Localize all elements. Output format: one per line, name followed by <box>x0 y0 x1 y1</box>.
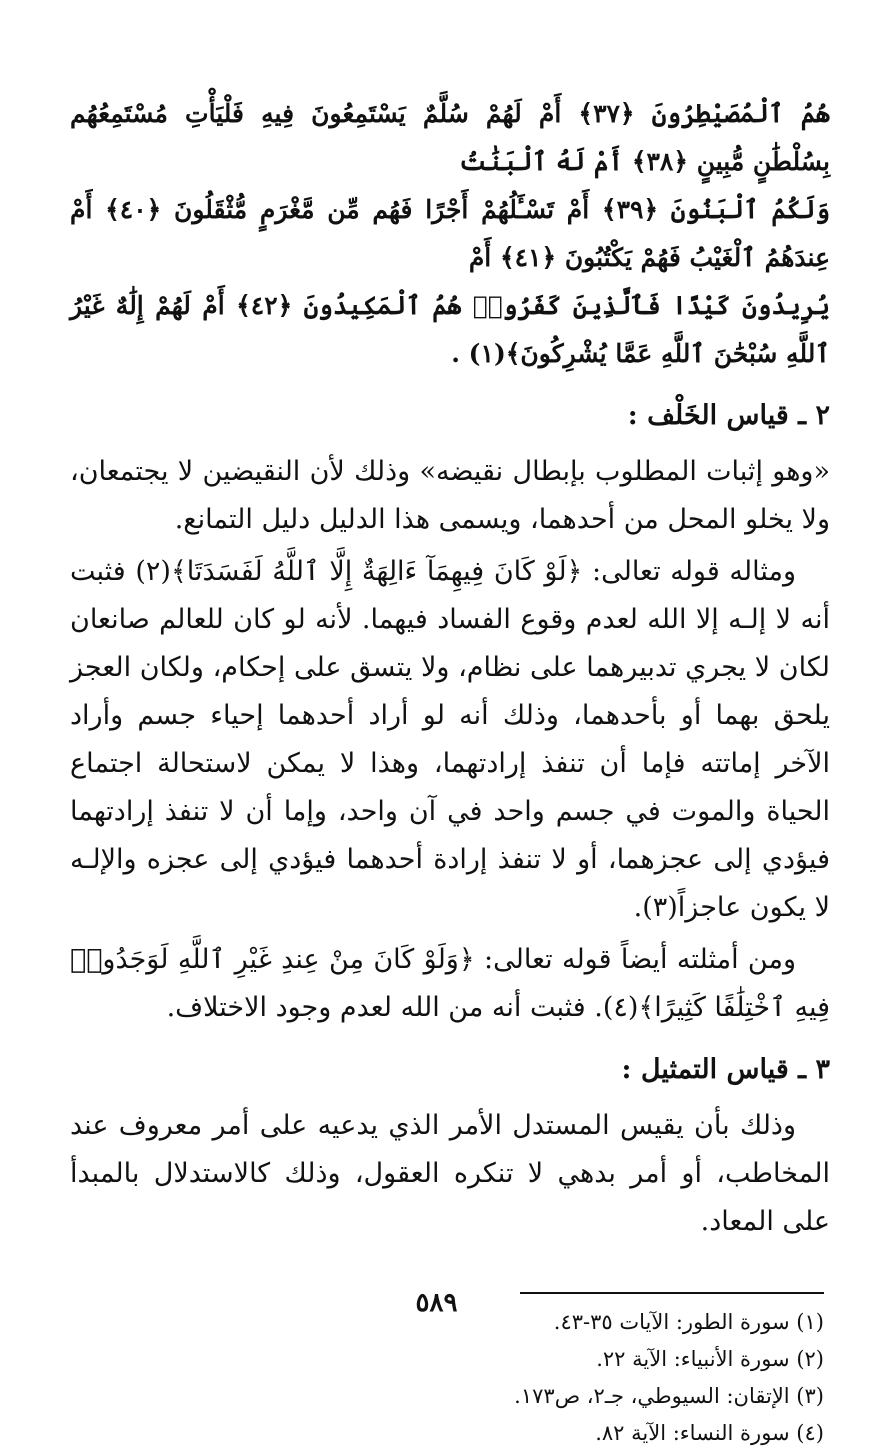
footnote-4: (٤) سورة النساء: الآية ٨٢. <box>595 1421 824 1445</box>
footnote-3: (٣) الإتقان: السيوطي، جـ٢، ص١٧٣. <box>514 1384 824 1408</box>
section-3-paragraph-1: وذلك بأن يقيس المستدل الأمر الذي يدعيه على أمر معروف عند المخاطب، أو أمر بدهي لا تنكره العقول، وذلك كالاستدلال بالمبدأ على المعاد. <box>70 1110 830 1237</box>
footnote-1: (١) سورة الطور: الآيات ٣٥-٤٣. <box>553 1310 824 1334</box>
section-3-heading: ٣ ـ قياس التمثيل : <box>621 1054 830 1085</box>
section-2-heading: ٢ ـ قياس الخَلْف : <box>627 400 830 431</box>
quran-line: يُرِيدُونَ كَيْدًا فَٱلَّذِينَ كَفَرُوا۟ هُمُ ٱلْمَكِيدُونَ ﴿٤٢﴾ أَمْ لَهُمْ إِلَٰهٌ غَيْرُ ٱللَّهِ سُبْحَٰنَ ٱللَّهِ عَمَّا يُشْرِكُونَ﴾(١) . <box>70 291 831 368</box>
quran-excerpt <box>70 90 830 378</box>
page-body <box>70 90 830 1452</box>
section-2-paragraph-2: ومثاله قوله تعالى: ﴿لَوْ كَانَ فِيهِمَآ ءَالِهَةٌ إِلَّا ٱللَّهُ لَفَسَدَتَا﴾(٢) فثبت أنه لا إلـه إلا الله لعدم وقوع الفساد فيهما. لأنه لو كان للعالم صانعان لكان لا يجري تدبيرهما على نظام، ولا يتسق على إحكام، ولكان العجز يلحق بهما أو بأحدهما، وذلك أنه لو أراد أحدهما إحياء جسم وأراد الآخر إماتته فإما أن تنفذ إرادتهما، وهذا لا يمكن لاستحالة اجتماع الحياة والموت في جسم واحد في آن واحد، وإما أن لا تنفذ إرادتهما فيؤدي إلى عجزهما، أو لا تنفذ إرادة أحدهما فيؤدي إلى عجزه والإلـه لا يكون عاجزاً(٣). <box>70 556 830 923</box>
section-2-paragraph-3: ومن أمثلته أيضاً قوله تعالى: ﴿وَلَوْ كَانَ مِنْ عِندِ غَيْرِ ٱللَّهِ لَوَجَدُوا۟ فِيهِ ٱخْتِلَٰفًا كَثِيرًا﴾(٤). فثبت أنه من الله لعدم وجود الاختلاف. <box>70 944 830 1023</box>
quran-line: وَلَكُمُ ٱلْبَنُونَ ﴿٣٩﴾ أَمْ تَسْـَٔلُهُمْ أَجْرًا فَهُم مِّن مَّغْرَمٍ مُّثْقَلُونَ ﴿٤٠﴾ أَمْ عِندَهُمُ ٱلْغَيْبُ فَهُمْ يَكْتُبُونَ ﴿٤١﴾ أَمْ <box>70 195 830 272</box>
footnotes <box>70 1304 830 1452</box>
quran-line: هُمُ ٱلْمُصَيْطِرُونَ ﴿٣٧﴾ أَمْ لَهُمْ سُلَّمٌ يَسْتَمِعُونَ فِيهِ فَلْيَأْتِ مُسْتَمِعُهُم بِسُلْطَٰنٍ مُّبِينٍ ﴿٣٨﴾ أَمْ لَهُ ٱلْبَنَٰتُ <box>70 99 830 176</box>
page-number: ٥٨٩ <box>415 1288 458 1318</box>
section-2-paragraph-1: «وهو إثبات المطلوب بإبطال نقيضه» وذلك لأن النقيضين لا يجتمعان، ولا يخلو المحل من أحدهما، ويسمى هذا الدليل دليل التمانع. <box>70 456 830 535</box>
footnote-2: (٢) سورة الأنبياء: الآية ٢٢. <box>596 1347 824 1371</box>
